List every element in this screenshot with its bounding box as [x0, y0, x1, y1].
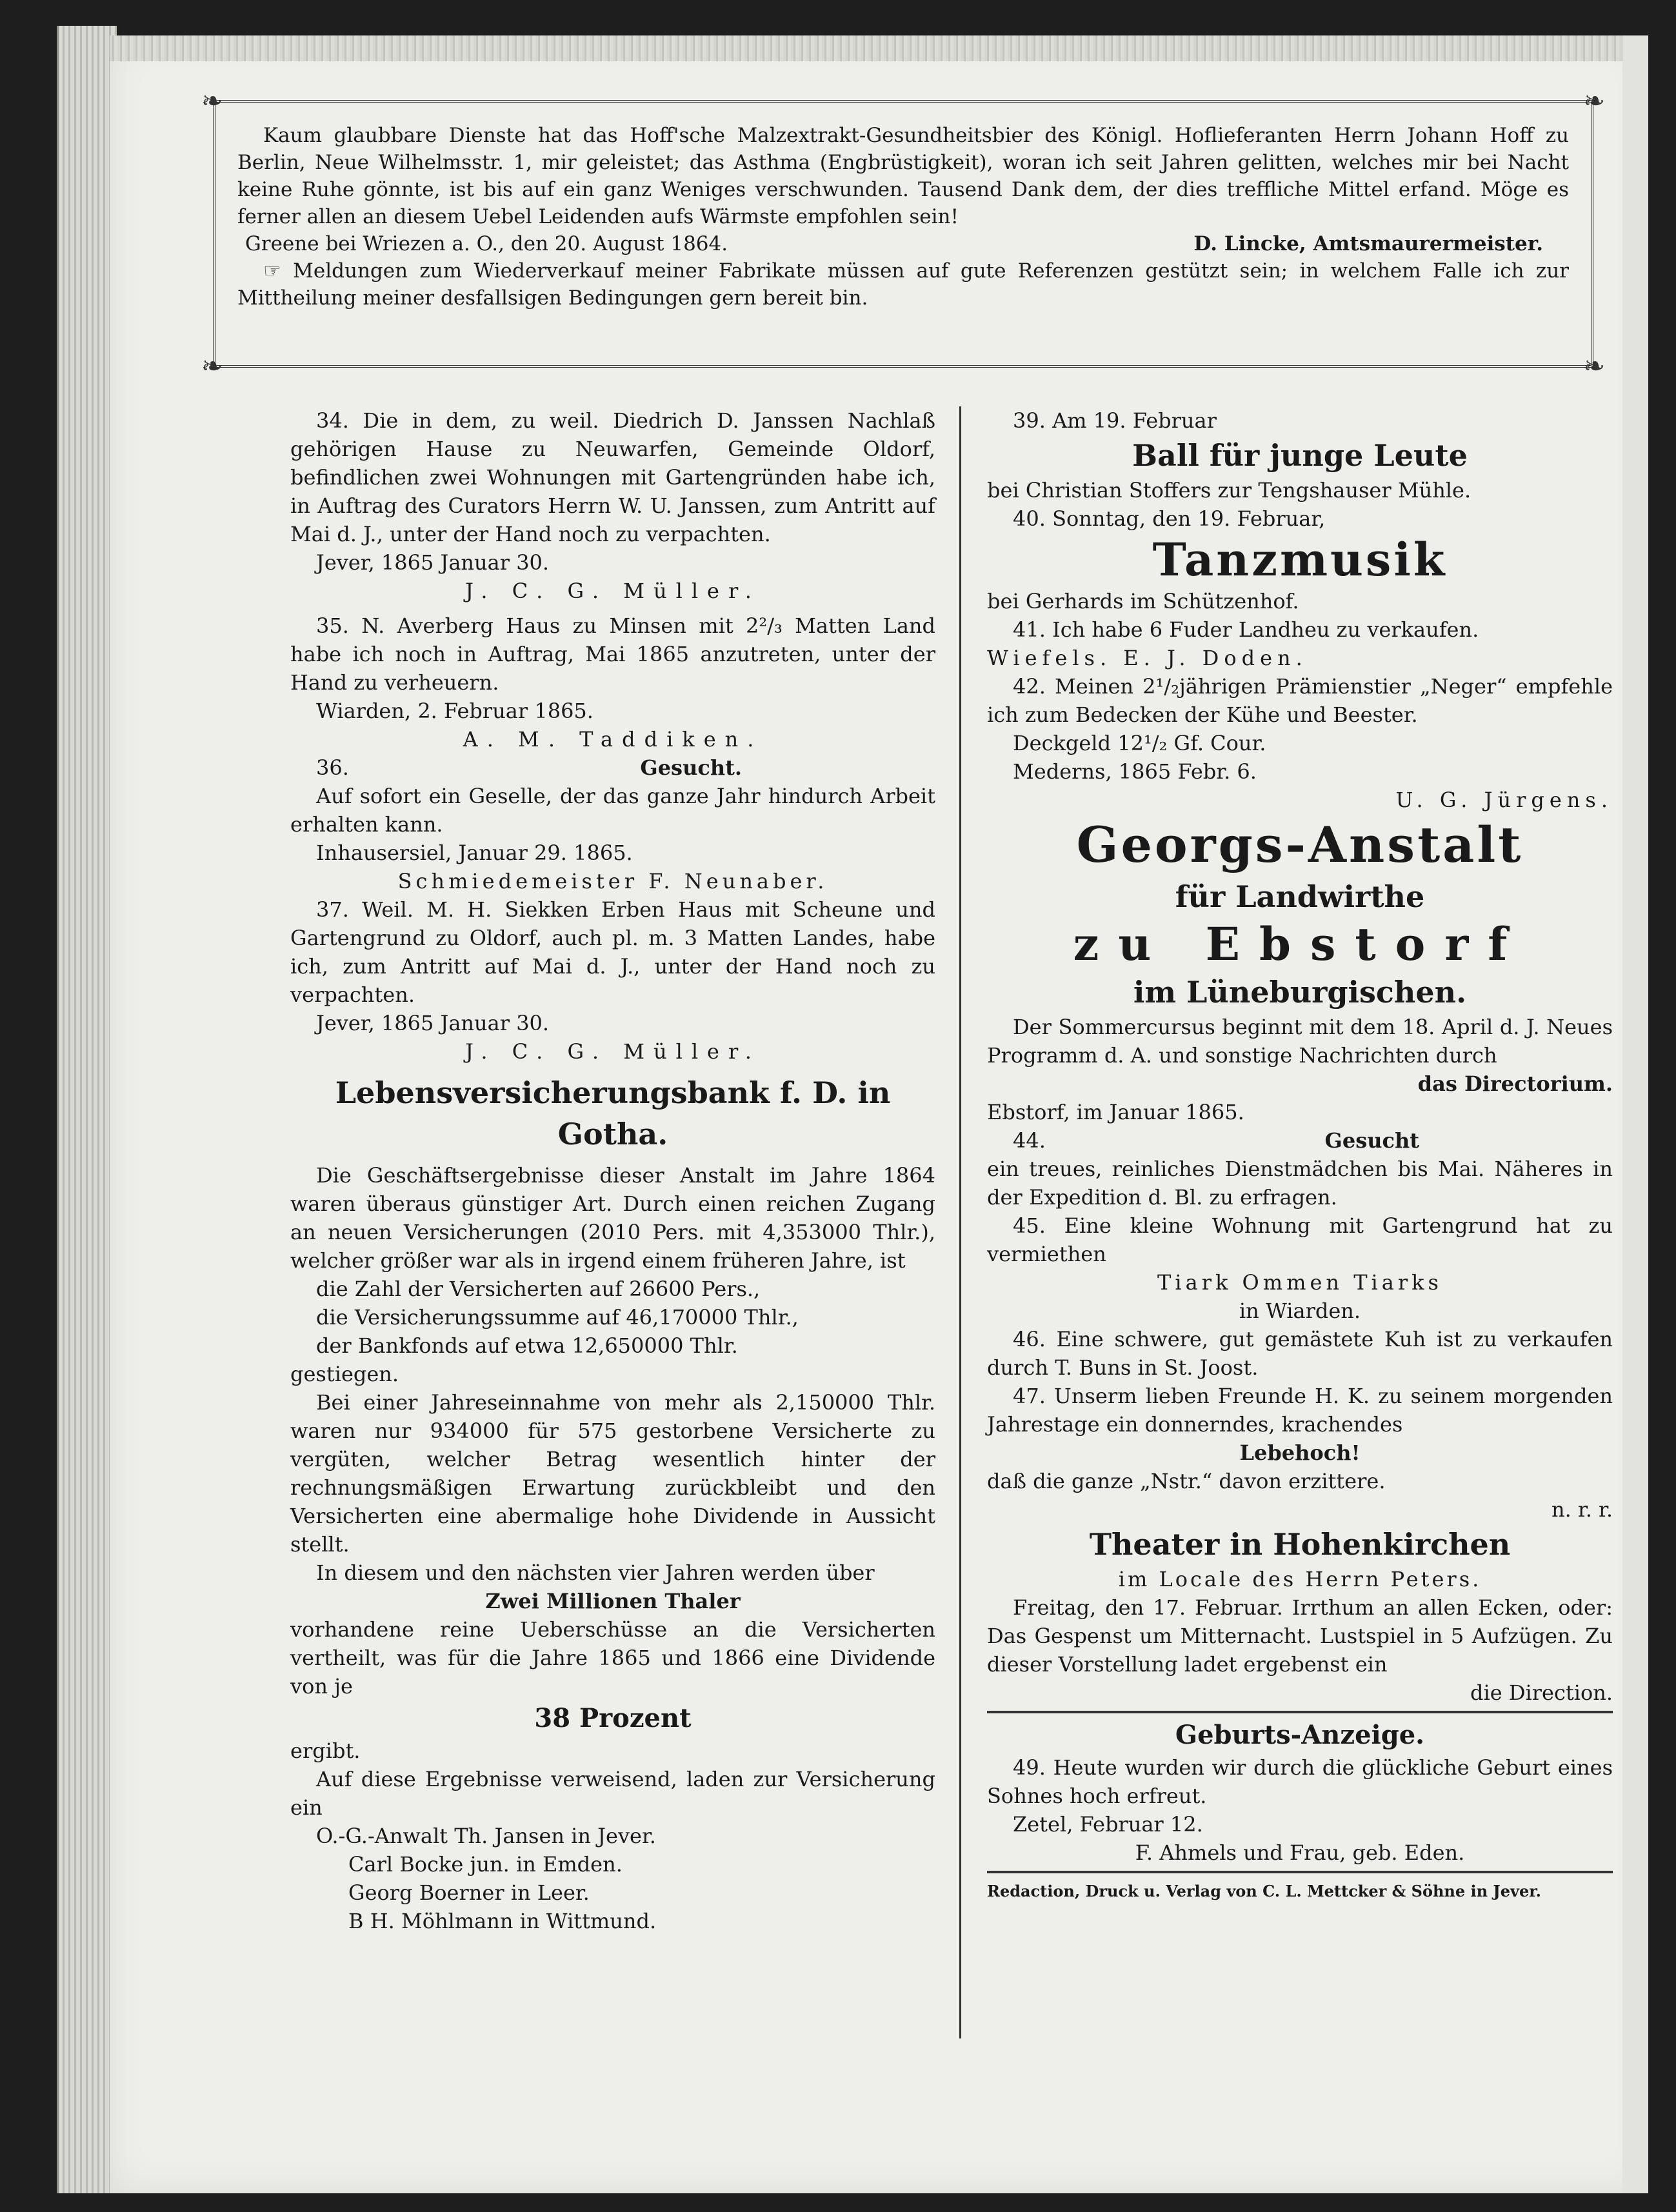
testimonial-signature-row — [237, 230, 1569, 257]
georgs-date: Ebstorf, im Januar 1865. — [987, 1100, 1244, 1124]
georgs-region: im Lüneburgischen. — [1133, 975, 1467, 1010]
ad-40-heading: Tanzmusik — [1152, 533, 1448, 586]
page-top-edge — [110, 35, 1648, 61]
birth-heading: Geburts-Anzeige. — [1175, 1720, 1425, 1750]
ad-37-signature: J. C. G. Müller. — [465, 1039, 761, 1064]
corner-ornament-icon: ❧ — [1583, 352, 1605, 381]
bank-para-5: ergibt. — [290, 1739, 361, 1763]
corner-ornament-icon: ❧ — [201, 352, 223, 381]
ad-49-signature: F. Ahmels und Frau, geb. Eden. — [1135, 1840, 1465, 1865]
bank-agent-2: Carl Bocke jun. in Emden. — [348, 1852, 623, 1877]
testimonial-place: Greene bei Wriezen a. O., den 20. August 1864. — [245, 232, 728, 255]
theater-text: Freitag, den 17. Februar. Irrthum an allen Ecken, oder: Das Gespenst um Mitternacht. Lustspiel in 5 Aufzügen. Zu dieser Vorstellung ladet ergebenst ein — [987, 1595, 1613, 1677]
ad-36-number: 36. — [316, 755, 349, 780]
ad-47-signature: n. r. r. — [1551, 1497, 1613, 1522]
georgs-subheading: für Landwirthe — [1175, 879, 1425, 914]
ad-41: 41. Ich habe 6 Fuder Landheu zu verkaufen. — [1013, 617, 1479, 642]
ad-39-location: bei Christian Stoffers zur Tengshauser Mühle. — [987, 478, 1471, 503]
bank-highlight-1: Zwei Millionen Thaler — [485, 1589, 741, 1613]
bank-line-3: der Bankfonds auf etwa 12,650000 Thlr. — [316, 1333, 738, 1358]
column-divider — [959, 406, 961, 2038]
bank-title: Lebensversicherungsbank f. D. in Gotha. — [335, 1075, 891, 1151]
bank-highlight-2: 38 Prozent — [534, 1703, 692, 1733]
resale-notice: ☞ Meldungen zum Wiederverkauf meiner Fabrikate müssen auf gute Referenzen gestützt sein; in welchem Falle ich zur Mittheilung meiner desfallsigen Bedingungen gern bereit bin. — [237, 259, 1569, 310]
bank-line-4: gestiegen. — [290, 1362, 399, 1386]
section-rule — [987, 1711, 1613, 1713]
georgs-heading: Georgs-Anstalt — [1076, 816, 1524, 873]
ad-44: ein treues, reinliches Dienstmädchen bis Mai. Näheres in der Expedition d. Bl. zu erfragen. — [987, 1157, 1613, 1210]
ad-45: 45. Eine kleine Wohnung mit Gartengrund hat zu vermiethen — [987, 1213, 1613, 1266]
testimonial-box — [201, 86, 1605, 381]
bank-para-2: Bei einer Jahreseinnahme von mehr als 2,150000 Thlr. waren nur 934000 für 575 gestorbene Versicherte zu vergüten, welcher Betrag wesentlich hinter der rechnungsmäßigen Erwartung zurückbleibt und den Versicherten eine abermalige hohe Dividende in Aussicht stellt. — [290, 1390, 935, 1557]
ad-35-signature: A. M. Taddiken. — [463, 727, 763, 752]
ad-36-heading: Gesucht. — [640, 755, 742, 780]
imprint-footer: Redaction, Druck u. Verlag von C. L. Mettcker & Söhne in Jever. — [987, 1882, 1542, 1900]
ad-42: 42. Meinen 2¹/₂jährigen Prämienstier „Neger“ empfehle ich zum Bedecken der Kühe und Beester. — [987, 674, 1613, 727]
ad-35-date: Wiarden, 2. Februar 1865. — [316, 699, 594, 723]
ad-44-number: 44. — [1013, 1128, 1046, 1153]
bank-para-1: Die Geschäftsergebnisse dieser Anstalt im Jahre 1864 waren überaus günstiger Art. Durch einen reichen Zugang an neuen Versicherungen (2010 Pers. mit 4,353000 Thlr.), welcher größer war als in irgend einem früheren Jahre, ist — [290, 1163, 935, 1273]
corner-ornament-icon: ❧ — [1583, 86, 1605, 116]
corner-ornament-icon: ❧ — [201, 86, 223, 116]
ad-45-signature: Tiark Ommen Tiarks — [1157, 1270, 1442, 1295]
ad-39-heading: Ball für junge Leute — [1132, 438, 1468, 473]
ad-49-date: Zetel, Februar 12. — [1013, 1812, 1203, 1837]
bank-para-3: In diesem und den nächsten vier Jahren werden über — [316, 1560, 875, 1585]
bank-line-1: die Zahl der Versicherten auf 26600 Pers., — [316, 1277, 761, 1301]
ad-37-date: Jever, 1865 Januar 30. — [316, 1011, 550, 1035]
ad-36-heading-row — [290, 753, 935, 782]
theater-location: im Locale des Herrn Peters. — [1118, 1567, 1482, 1591]
ad-36: Auf sofort ein Geselle, der das ganze Jahr hindurch Arbeit erhalten kann. — [290, 784, 935, 837]
testimonial-text: Kaum glaubbare Dienste hat das Hoff'sche Malzextrakt-Gesundheitsbier des Königl. Hoflieferanten Herrn Johann Hoff zu Berlin, Neue Wilhelmsstr. 1, mir geleistet; das Asthma (Engbrüstigkeit), woran ich seit Jahren gelitten, welches mir bei Nacht keine Ruhe gönnte, ist bis auf ein ganz Weniges verschwunden. Tausend Dank dem, der dies treffliche Mittel erfand. Möge es ferner allen an diesem Uebel Leidenden aufs Wärmste empfohlen sein! — [237, 124, 1569, 228]
bank-line-2: die Versicherungssumme auf 46,170000 Thlr., — [316, 1305, 799, 1330]
page-right-edge — [1622, 35, 1648, 2193]
georgs-signature: das Directorium. — [1417, 1071, 1613, 1096]
ad-47-heading: Lebehoch! — [1239, 1440, 1361, 1465]
ad-40: 40. Sonntag, den 19. Februar, — [1013, 506, 1326, 531]
left-column — [290, 406, 935, 1935]
ad-46: 46. Eine schwere, gut gemästete Kuh ist zu verkaufen durch T. Buns in St. Joost. — [987, 1327, 1613, 1380]
ad-40-location: bei Gerhards im Schützenhof. — [987, 589, 1299, 613]
bank-para-4: vorhandene reine Ueberschüsse an die Versicherten vertheilt, was für die Jahre 1865 und 1866 eine Dividende von je — [290, 1617, 935, 1699]
ad-44-heading: Gesucht — [1324, 1128, 1419, 1153]
ad-39: 39. Am 19. Februar — [1013, 408, 1217, 433]
ad-36-signature: Schmiedemeister F. Neunaber. — [397, 869, 828, 893]
theater-heading: Theater in Hohenkirchen — [1089, 1527, 1511, 1562]
theater-signature: die Direction. — [1470, 1680, 1613, 1705]
ad-34: 34. Die in dem, zu weil. Diedrich D. Janssen Nachlaß gehörigen Hause zu Neuwarfen, Gemeinde Oldorf, befindlichen zwei Wohnungen mit Gartengründen habe ich, in Auftrag des Curators Herrn W. U. Janssen, zum Antritt auf Mai d. J., unter der Hand noch zu verpachten. — [290, 408, 935, 546]
ad-34-date: Jever, 1865 Januar 30. — [316, 550, 550, 575]
ad-35: 35. N. Averberg Haus zu Minsen mit 2²/₃ Matten Land habe ich noch in Auftrag, Mai 1865 anzutreten, unter der Hand zu verheuern. — [290, 613, 935, 695]
ad-42-date: Mederns, 1865 Febr. 6. — [1013, 759, 1257, 784]
bank-agent-3: Georg Boerner in Leer. — [348, 1880, 590, 1905]
ad-34-signature: J. C. G. Müller. — [465, 579, 761, 603]
ad-45-location: in Wiarden. — [1239, 1299, 1361, 1323]
ad-44-heading-row — [987, 1126, 1613, 1155]
ad-37: 37. Weil. M. H. Siekken Erben Haus mit Scheune und Gartengrund zu Oldorf, auch pl. m. 3 Matten Landes, habe ich, zum Antritt auf Mai d. J., unter der Hand noch zu verpachten. — [290, 897, 935, 1007]
footer-rule — [987, 1871, 1613, 1873]
ad-41-signature: Wiefels. E. J. Doden. — [987, 646, 1308, 670]
bank-para-6: Auf diese Ergebnisse verweisend, laden zur Versicherung ein — [290, 1767, 935, 1820]
ad-42-signature: U. G. Jürgens. — [1395, 788, 1613, 812]
ad-36-date: Inhausersiel, Januar 29. 1865. — [316, 841, 633, 865]
testimonial-signer: D. Lincke, Amtsmaurermeister. — [1193, 232, 1543, 255]
bank-agent-1: O.-G.-Anwalt Th. Jansen in Jever. — [316, 1824, 656, 1848]
ad-42-fee: Deckgeld 12¹/₂ Gf. Cour. — [1013, 731, 1266, 755]
ad-47-tail: daß die ganze „Nstr.“ davon erzittere. — [987, 1469, 1386, 1493]
ad-49: 49. Heute wurden wir durch die glückliche Geburt eines Sohnes hoch erfreut. — [987, 1755, 1613, 1808]
georgs-place: zu Ebstorf — [1073, 917, 1527, 971]
book-page-edges — [57, 26, 117, 2193]
ad-47: 47. Unserm lieben Freunde H. K. zu seinem morgenden Jahrestage ein donnerndes, krachendes — [987, 1384, 1613, 1437]
georgs-text: Der Sommercursus beginnt mit dem 18. April d. J. Neues Programm d. A. und sonstige Nachrichten durch — [987, 1015, 1613, 1068]
bank-agent-4: B H. Möhlmann in Wittmund. — [348, 1909, 657, 1933]
right-column — [987, 406, 1613, 1906]
